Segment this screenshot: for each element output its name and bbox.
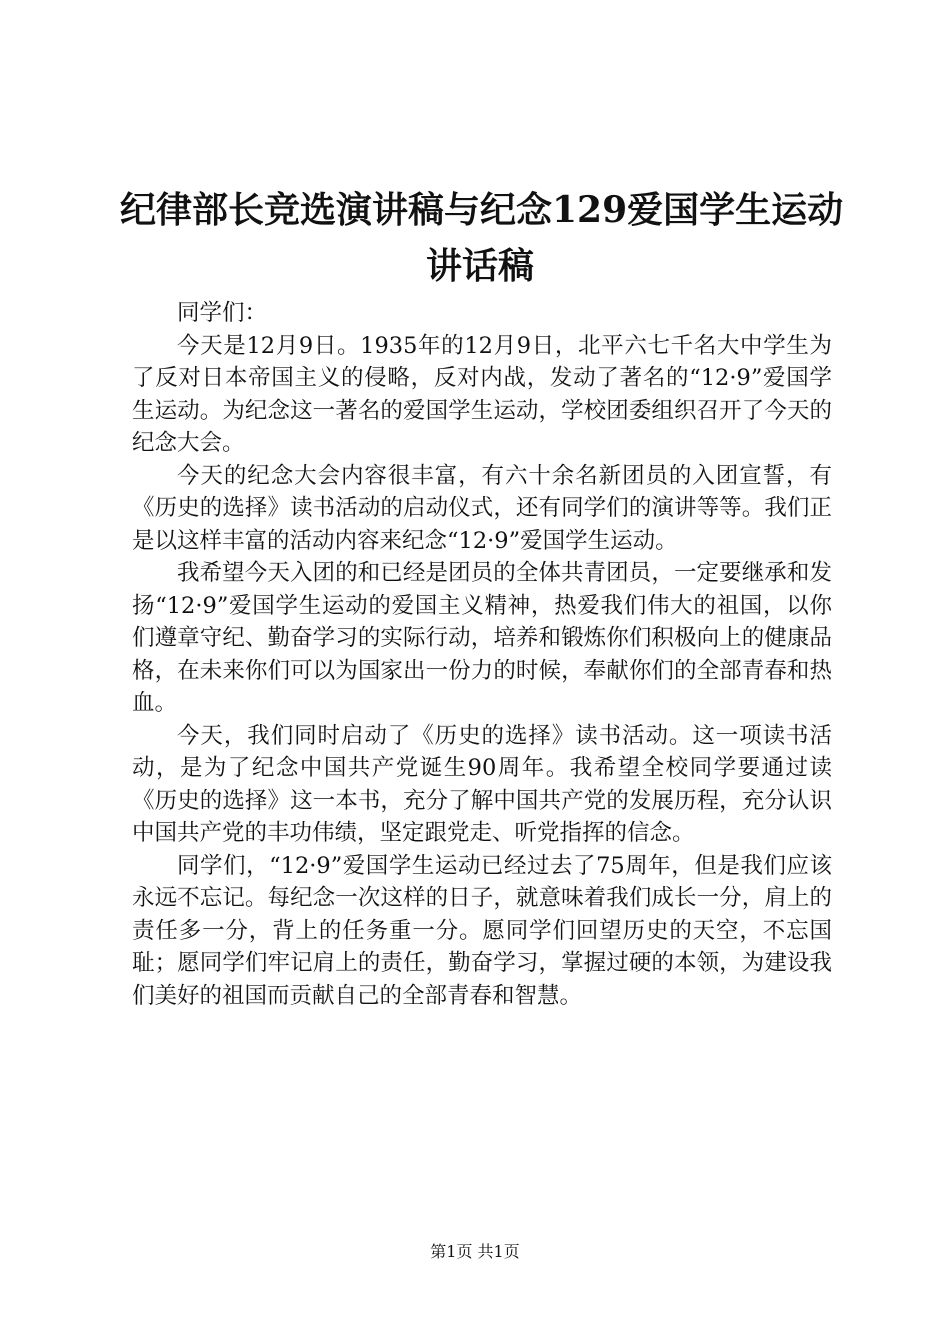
- title-line-2: 讲话稿: [425, 245, 534, 287]
- page-footer: [0, 1242, 950, 1262]
- document-title: [120, 182, 844, 294]
- paragraph-2: 今天的纪念大会内容很丰富，有六十余名新团员的入团宣誓，有《历史的选择》读书活动的启动仪式，还有同学们的演讲等等。我们正是以这样丰富的活动内容来纪念“12·9”爱国学生运动。: [132, 462, 832, 554]
- paragraph-3: 我希望今天入团的和已经是团员的全体共青团员，一定要继承和发扬“12·9”爱国学生运动的爱国主义精神，热爱我们伟大的祖国，以你们遵章守纪、勤奋学习的实际行动，培养和锻炼你们积极向上的健康品格，在未来你们可以为国家出一份力的时候，奉献你们的全部青春和热血。: [132, 560, 832, 716]
- paragraph-1: 今天是12月9日。1935年的12月9日，北平六七千名大中学生为了反对日本帝国主义的侵略，反对内战，发动了著名的“12·9”爱国学生运动。为纪念这一著名的爱国学生运动，学校团委组织召开了今天的纪念大会。: [132, 332, 832, 456]
- document-body: [132, 297, 832, 1012]
- paragraph-5: 同学们，“12·9”爱国学生运动已经过去了75周年，但是我们应该永远不忘记。每纪念一次这样的日子，就意味着我们成长一分，肩上的责任多一分，背上的任务重一分。愿同学们回望历史的天空，不忘国耻；愿同学们牢记肩上的责任，勤奋学习，掌握过硬的本领，为建设我们美好的祖国而贡献自己的全部青春和智慧。: [132, 852, 832, 1009]
- title-line-1: 纪律部长竞选演讲稿与纪念129爱国学生运动: [120, 189, 844, 231]
- paragraph-4: 今天，我们同时启动了《历史的选择》读书活动。这一项读书活动，是为了纪念中国共产党诞生90周年。我希望全校同学要通过读《历史的选择》这一本书，充分了解中国共产党的发展历程，充分认识中国共产党的丰功伟绩，坚定跟党走、听党指挥的信念。: [132, 722, 832, 846]
- salutation: 同学们：: [177, 300, 268, 326]
- page-number-label: 第1页 共1页: [430, 1242, 520, 1261]
